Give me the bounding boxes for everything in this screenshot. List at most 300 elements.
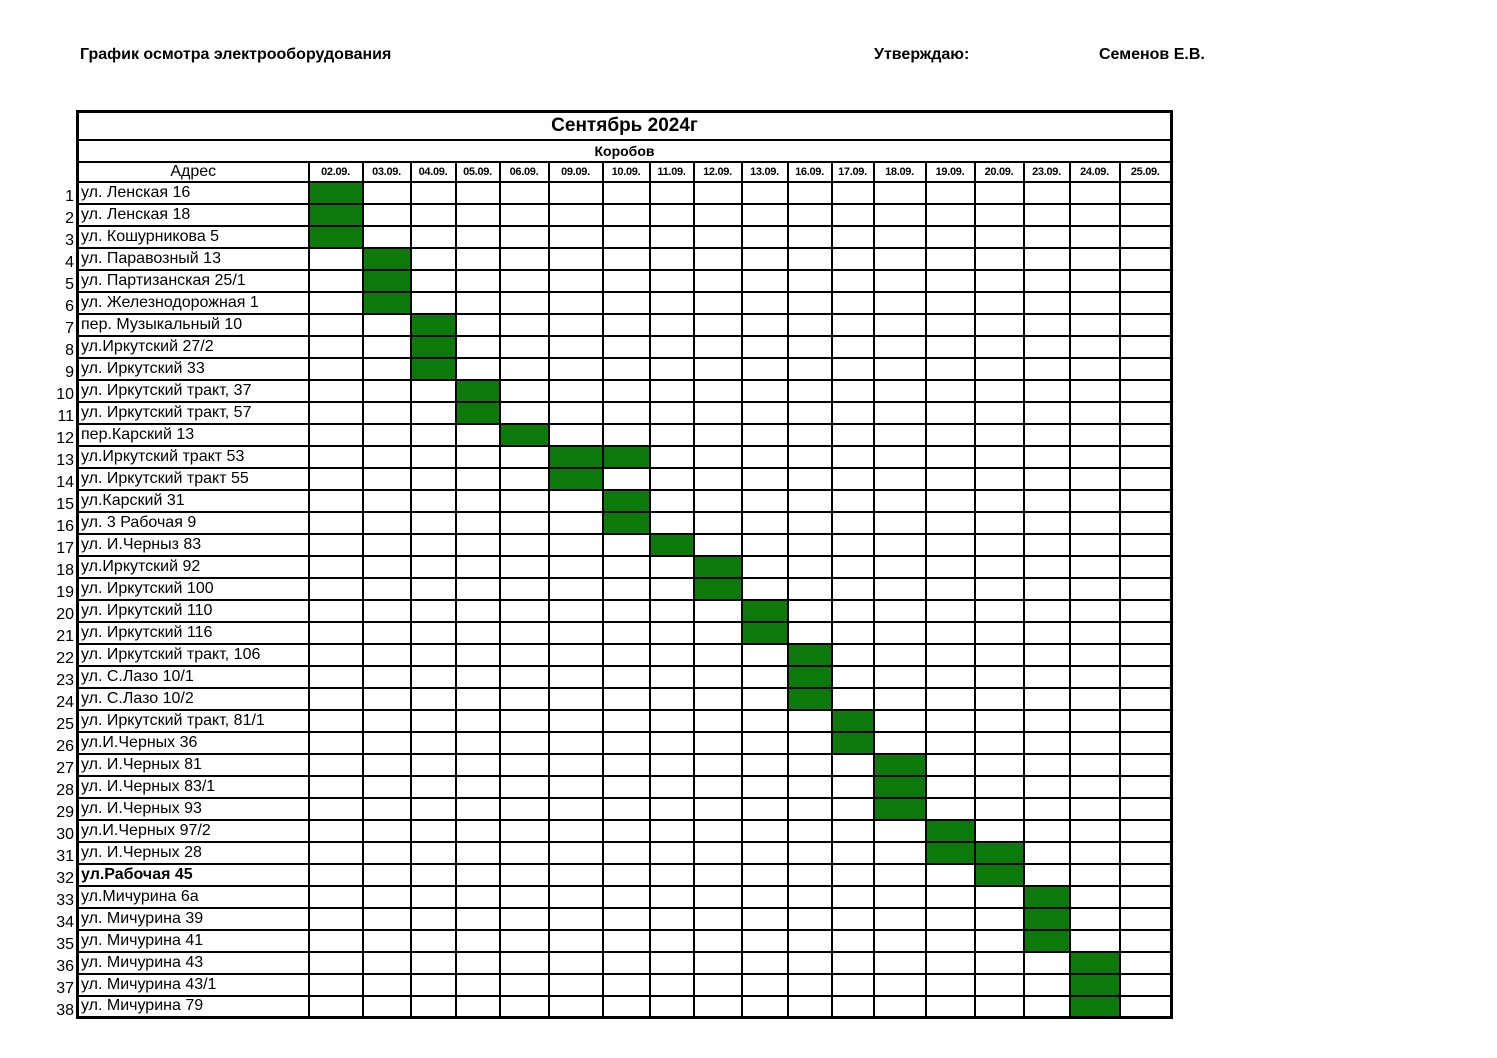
address-cell: ул. И.Черных 83/1 bbox=[78, 776, 309, 798]
day-cell bbox=[874, 666, 926, 688]
responsible-person: Коробов bbox=[78, 140, 1172, 162]
day-cell bbox=[788, 534, 832, 556]
day-cell bbox=[309, 776, 363, 798]
day-cell bbox=[500, 512, 549, 534]
day-cell bbox=[1024, 336, 1070, 358]
day-cell bbox=[694, 974, 742, 996]
day-cell bbox=[309, 578, 363, 600]
day-cell bbox=[411, 952, 456, 974]
day-cell bbox=[1070, 600, 1120, 622]
day-cell bbox=[874, 534, 926, 556]
day-cell bbox=[309, 842, 363, 864]
day-cell bbox=[650, 468, 694, 490]
day-cell bbox=[1070, 314, 1120, 336]
day-cell bbox=[926, 688, 975, 710]
day-cell bbox=[500, 974, 549, 996]
date-header-row bbox=[78, 162, 1172, 182]
day-cell bbox=[1070, 864, 1120, 886]
day-cell bbox=[363, 182, 411, 204]
day-cell bbox=[1120, 996, 1172, 1018]
day-cell bbox=[1070, 248, 1120, 270]
table-row bbox=[78, 886, 1172, 908]
day-cell bbox=[1024, 556, 1070, 578]
day-cell bbox=[500, 798, 549, 820]
day-cell bbox=[500, 336, 549, 358]
day-cell bbox=[500, 996, 549, 1018]
day-cell bbox=[650, 358, 694, 380]
day-cell bbox=[650, 666, 694, 688]
day-cell bbox=[926, 446, 975, 468]
day-cell bbox=[874, 622, 926, 644]
day-cell bbox=[603, 710, 650, 732]
scheduled-day-cell bbox=[975, 842, 1024, 864]
day-cell bbox=[549, 248, 603, 270]
day-cell bbox=[874, 292, 926, 314]
day-cell bbox=[694, 908, 742, 930]
table-row bbox=[78, 820, 1172, 842]
day-cell bbox=[832, 270, 874, 292]
day-cell bbox=[1070, 776, 1120, 798]
day-cell bbox=[742, 226, 788, 248]
day-cell bbox=[456, 710, 500, 732]
day-cell bbox=[926, 424, 975, 446]
day-cell bbox=[603, 402, 650, 424]
day-cell bbox=[650, 974, 694, 996]
date-header: 20.09. bbox=[975, 162, 1024, 182]
day-cell bbox=[549, 204, 603, 226]
day-cell bbox=[549, 534, 603, 556]
date-header: 16.09. bbox=[788, 162, 832, 182]
day-cell bbox=[411, 622, 456, 644]
day-cell bbox=[788, 446, 832, 468]
day-cell bbox=[1024, 248, 1070, 270]
day-cell bbox=[694, 248, 742, 270]
address-cell: ул.Карский 31 bbox=[78, 490, 309, 512]
day-cell bbox=[975, 732, 1024, 754]
day-cell bbox=[500, 644, 549, 666]
day-cell bbox=[363, 864, 411, 886]
day-cell bbox=[549, 864, 603, 886]
address-cell: ул. И.Черных 93 bbox=[78, 798, 309, 820]
day-cell bbox=[694, 292, 742, 314]
day-cell bbox=[650, 798, 694, 820]
day-cell bbox=[694, 490, 742, 512]
day-cell bbox=[363, 490, 411, 512]
day-cell bbox=[309, 930, 363, 952]
day-cell bbox=[1024, 292, 1070, 314]
day-cell bbox=[411, 710, 456, 732]
scheduled-day-cell bbox=[874, 776, 926, 798]
day-cell bbox=[603, 886, 650, 908]
day-cell bbox=[309, 314, 363, 336]
day-cell bbox=[650, 732, 694, 754]
day-cell bbox=[363, 930, 411, 952]
day-cell bbox=[1024, 798, 1070, 820]
table-row bbox=[78, 358, 1172, 380]
day-cell bbox=[1120, 622, 1172, 644]
day-cell bbox=[1120, 820, 1172, 842]
row-number: 18 bbox=[56, 562, 74, 579]
day-cell bbox=[1070, 644, 1120, 666]
scheduled-day-cell bbox=[832, 710, 874, 732]
address-cell: ул. Мичурина 43 bbox=[78, 952, 309, 974]
day-cell bbox=[788, 336, 832, 358]
day-cell bbox=[694, 380, 742, 402]
address-cell: ул. Партизанская 25/1 bbox=[78, 270, 309, 292]
table-row bbox=[78, 952, 1172, 974]
address-cell: ул. Ленская 18 bbox=[78, 204, 309, 226]
day-cell bbox=[975, 314, 1024, 336]
day-cell bbox=[549, 710, 603, 732]
day-cell bbox=[874, 182, 926, 204]
day-cell bbox=[832, 842, 874, 864]
day-cell bbox=[411, 226, 456, 248]
address-cell: ул.И.Черных 36 bbox=[78, 732, 309, 754]
day-cell bbox=[975, 776, 1024, 798]
day-cell bbox=[1120, 270, 1172, 292]
row-number: 22 bbox=[56, 650, 74, 667]
day-cell bbox=[1120, 248, 1172, 270]
day-cell bbox=[1070, 490, 1120, 512]
day-cell bbox=[549, 666, 603, 688]
day-cell bbox=[1024, 622, 1070, 644]
day-cell bbox=[975, 468, 1024, 490]
address-cell: ул. С.Лазо 10/1 bbox=[78, 666, 309, 688]
day-cell bbox=[549, 842, 603, 864]
day-cell bbox=[874, 732, 926, 754]
day-cell bbox=[832, 820, 874, 842]
day-cell bbox=[1024, 666, 1070, 688]
day-cell bbox=[1120, 754, 1172, 776]
day-cell bbox=[1070, 358, 1120, 380]
day-cell bbox=[363, 710, 411, 732]
day-cell bbox=[1120, 358, 1172, 380]
day-cell bbox=[1024, 600, 1070, 622]
day-cell bbox=[603, 930, 650, 952]
day-cell bbox=[411, 644, 456, 666]
row-number: 1 bbox=[65, 188, 74, 205]
day-cell bbox=[603, 248, 650, 270]
day-cell bbox=[603, 534, 650, 556]
day-cell bbox=[694, 270, 742, 292]
address-cell: ул. Мичурина 41 bbox=[78, 930, 309, 952]
day-cell bbox=[874, 446, 926, 468]
table-row bbox=[78, 930, 1172, 952]
day-cell bbox=[500, 402, 549, 424]
day-cell bbox=[1024, 820, 1070, 842]
day-cell bbox=[363, 644, 411, 666]
day-cell bbox=[1070, 226, 1120, 248]
day-cell bbox=[926, 952, 975, 974]
day-cell bbox=[309, 468, 363, 490]
row-number: 30 bbox=[56, 826, 74, 843]
day-cell bbox=[650, 226, 694, 248]
day-cell bbox=[975, 644, 1024, 666]
date-header: 13.09. bbox=[742, 162, 788, 182]
day-cell bbox=[926, 776, 975, 798]
day-cell bbox=[363, 424, 411, 446]
day-cell bbox=[694, 864, 742, 886]
day-cell bbox=[603, 842, 650, 864]
day-cell bbox=[363, 974, 411, 996]
day-cell bbox=[500, 864, 549, 886]
date-header: 12.09. bbox=[694, 162, 742, 182]
day-cell bbox=[832, 380, 874, 402]
row-number: 27 bbox=[56, 760, 74, 777]
day-cell bbox=[456, 864, 500, 886]
day-cell bbox=[500, 248, 549, 270]
scheduled-day-cell bbox=[1070, 952, 1120, 974]
scheduled-day-cell bbox=[309, 204, 363, 226]
scheduled-day-cell bbox=[650, 534, 694, 556]
day-cell bbox=[1120, 182, 1172, 204]
day-cell bbox=[500, 754, 549, 776]
day-cell bbox=[975, 534, 1024, 556]
day-cell bbox=[742, 864, 788, 886]
day-cell bbox=[832, 182, 874, 204]
table-row bbox=[78, 688, 1172, 710]
row-number: 38 bbox=[56, 1002, 74, 1019]
day-cell bbox=[500, 556, 549, 578]
scheduled-day-cell bbox=[1070, 996, 1120, 1018]
day-cell bbox=[832, 204, 874, 226]
day-cell bbox=[411, 512, 456, 534]
row-number: 26 bbox=[56, 738, 74, 755]
day-cell bbox=[975, 622, 1024, 644]
day-cell bbox=[1120, 864, 1172, 886]
day-cell bbox=[975, 270, 1024, 292]
day-cell bbox=[309, 270, 363, 292]
day-cell bbox=[788, 226, 832, 248]
day-cell bbox=[363, 314, 411, 336]
day-cell bbox=[456, 248, 500, 270]
address-cell: пер. Музыкальный 10 bbox=[78, 314, 309, 336]
day-cell bbox=[874, 600, 926, 622]
day-cell bbox=[1024, 490, 1070, 512]
day-cell bbox=[1070, 204, 1120, 226]
day-cell bbox=[309, 424, 363, 446]
day-cell bbox=[650, 930, 694, 952]
day-cell bbox=[975, 930, 1024, 952]
day-cell bbox=[1070, 908, 1120, 930]
day-cell bbox=[1070, 754, 1120, 776]
day-cell bbox=[694, 468, 742, 490]
day-cell bbox=[694, 358, 742, 380]
day-cell bbox=[975, 996, 1024, 1018]
day-cell bbox=[456, 446, 500, 468]
day-cell bbox=[1120, 314, 1172, 336]
address-cell: ул. 3 Рабочая 9 bbox=[78, 512, 309, 534]
day-cell bbox=[788, 314, 832, 336]
day-cell bbox=[549, 622, 603, 644]
day-cell bbox=[975, 710, 1024, 732]
day-cell bbox=[411, 600, 456, 622]
date-header: 09.09. bbox=[549, 162, 603, 182]
day-cell bbox=[500, 600, 549, 622]
day-cell bbox=[411, 908, 456, 930]
day-cell bbox=[363, 688, 411, 710]
day-cell bbox=[309, 292, 363, 314]
day-cell bbox=[742, 644, 788, 666]
day-cell bbox=[788, 512, 832, 534]
day-cell bbox=[926, 226, 975, 248]
day-cell bbox=[694, 842, 742, 864]
day-cell bbox=[456, 226, 500, 248]
day-cell bbox=[742, 336, 788, 358]
scheduled-day-cell bbox=[788, 688, 832, 710]
day-cell bbox=[742, 820, 788, 842]
day-cell bbox=[650, 644, 694, 666]
day-cell bbox=[1120, 644, 1172, 666]
day-cell bbox=[309, 534, 363, 556]
date-header: 04.09. bbox=[411, 162, 456, 182]
day-cell bbox=[788, 424, 832, 446]
table-row bbox=[78, 798, 1172, 820]
scheduled-day-cell bbox=[926, 820, 975, 842]
day-cell bbox=[309, 974, 363, 996]
day-cell bbox=[832, 314, 874, 336]
day-cell bbox=[549, 996, 603, 1018]
day-cell bbox=[788, 248, 832, 270]
row-number: 36 bbox=[56, 958, 74, 975]
day-cell bbox=[500, 820, 549, 842]
day-cell bbox=[1070, 402, 1120, 424]
day-cell bbox=[500, 490, 549, 512]
address-cell: ул.Мичурина 6а bbox=[78, 886, 309, 908]
day-cell bbox=[1024, 468, 1070, 490]
day-cell bbox=[694, 600, 742, 622]
day-cell bbox=[1120, 952, 1172, 974]
day-cell bbox=[1120, 380, 1172, 402]
day-cell bbox=[926, 468, 975, 490]
day-cell bbox=[788, 864, 832, 886]
document-title: График осмотра электрооборудования bbox=[80, 46, 392, 63]
day-cell bbox=[363, 512, 411, 534]
scheduled-day-cell bbox=[742, 600, 788, 622]
day-cell bbox=[411, 930, 456, 952]
day-cell bbox=[788, 776, 832, 798]
day-cell bbox=[1024, 182, 1070, 204]
day-cell bbox=[650, 270, 694, 292]
day-cell bbox=[926, 930, 975, 952]
day-cell bbox=[549, 226, 603, 248]
address-cell: ул.Иркутский 27/2 bbox=[78, 336, 309, 358]
day-cell bbox=[926, 996, 975, 1018]
scheduled-day-cell bbox=[1024, 908, 1070, 930]
date-header: 25.09. bbox=[1120, 162, 1172, 182]
scheduled-day-cell bbox=[874, 798, 926, 820]
day-cell bbox=[1024, 644, 1070, 666]
day-cell bbox=[874, 688, 926, 710]
day-cell bbox=[926, 600, 975, 622]
day-cell bbox=[363, 842, 411, 864]
address-cell: ул.И.Черных 97/2 bbox=[78, 820, 309, 842]
day-cell bbox=[411, 270, 456, 292]
scheduled-day-cell bbox=[742, 622, 788, 644]
day-cell bbox=[1120, 446, 1172, 468]
day-cell bbox=[456, 556, 500, 578]
day-cell bbox=[363, 446, 411, 468]
day-cell bbox=[500, 666, 549, 688]
day-cell bbox=[411, 864, 456, 886]
table-row bbox=[78, 512, 1172, 534]
day-cell bbox=[456, 930, 500, 952]
day-cell bbox=[1120, 556, 1172, 578]
day-cell bbox=[549, 424, 603, 446]
day-cell bbox=[411, 468, 456, 490]
day-cell bbox=[411, 446, 456, 468]
row-number: 24 bbox=[56, 694, 74, 711]
day-cell bbox=[926, 534, 975, 556]
day-cell bbox=[975, 490, 1024, 512]
day-cell bbox=[975, 358, 1024, 380]
row-number: 6 bbox=[65, 298, 74, 315]
day-cell bbox=[309, 380, 363, 402]
scheduled-day-cell bbox=[549, 468, 603, 490]
day-cell bbox=[650, 248, 694, 270]
day-cell bbox=[500, 468, 549, 490]
day-cell bbox=[309, 248, 363, 270]
scheduled-day-cell bbox=[309, 182, 363, 204]
row-number: 33 bbox=[56, 892, 74, 909]
day-cell bbox=[650, 908, 694, 930]
day-cell bbox=[1070, 930, 1120, 952]
scheduled-day-cell bbox=[456, 402, 500, 424]
day-cell bbox=[549, 820, 603, 842]
day-cell bbox=[832, 798, 874, 820]
day-cell bbox=[742, 886, 788, 908]
day-cell bbox=[742, 468, 788, 490]
day-cell bbox=[694, 710, 742, 732]
day-cell bbox=[694, 776, 742, 798]
day-cell bbox=[603, 688, 650, 710]
day-cell bbox=[549, 886, 603, 908]
address-cell: ул. И.Черных 81 bbox=[78, 754, 309, 776]
day-cell bbox=[1120, 600, 1172, 622]
day-cell bbox=[694, 688, 742, 710]
day-cell bbox=[874, 864, 926, 886]
day-cell bbox=[788, 974, 832, 996]
day-cell bbox=[926, 710, 975, 732]
day-cell bbox=[456, 270, 500, 292]
day-cell bbox=[1024, 688, 1070, 710]
day-cell bbox=[411, 754, 456, 776]
table-row bbox=[78, 710, 1172, 732]
day-cell bbox=[650, 578, 694, 600]
day-cell bbox=[456, 776, 500, 798]
day-cell bbox=[456, 490, 500, 512]
day-cell bbox=[650, 622, 694, 644]
date-header: 05.09. bbox=[456, 162, 500, 182]
date-header: 03.09. bbox=[363, 162, 411, 182]
day-cell bbox=[603, 336, 650, 358]
address-cell: ул. И.Черныз 83 bbox=[78, 534, 309, 556]
row-number: 13 bbox=[56, 452, 74, 469]
address-cell: пер.Карский 13 bbox=[78, 424, 309, 446]
day-cell bbox=[788, 952, 832, 974]
day-cell bbox=[500, 776, 549, 798]
day-cell bbox=[975, 688, 1024, 710]
day-cell bbox=[926, 358, 975, 380]
day-cell bbox=[742, 204, 788, 226]
day-cell bbox=[549, 578, 603, 600]
address-cell: ул. Иркутский 110 bbox=[78, 600, 309, 622]
day-cell bbox=[788, 820, 832, 842]
day-cell bbox=[500, 270, 549, 292]
day-cell bbox=[456, 996, 500, 1018]
month-row bbox=[78, 112, 1172, 140]
day-cell bbox=[926, 732, 975, 754]
